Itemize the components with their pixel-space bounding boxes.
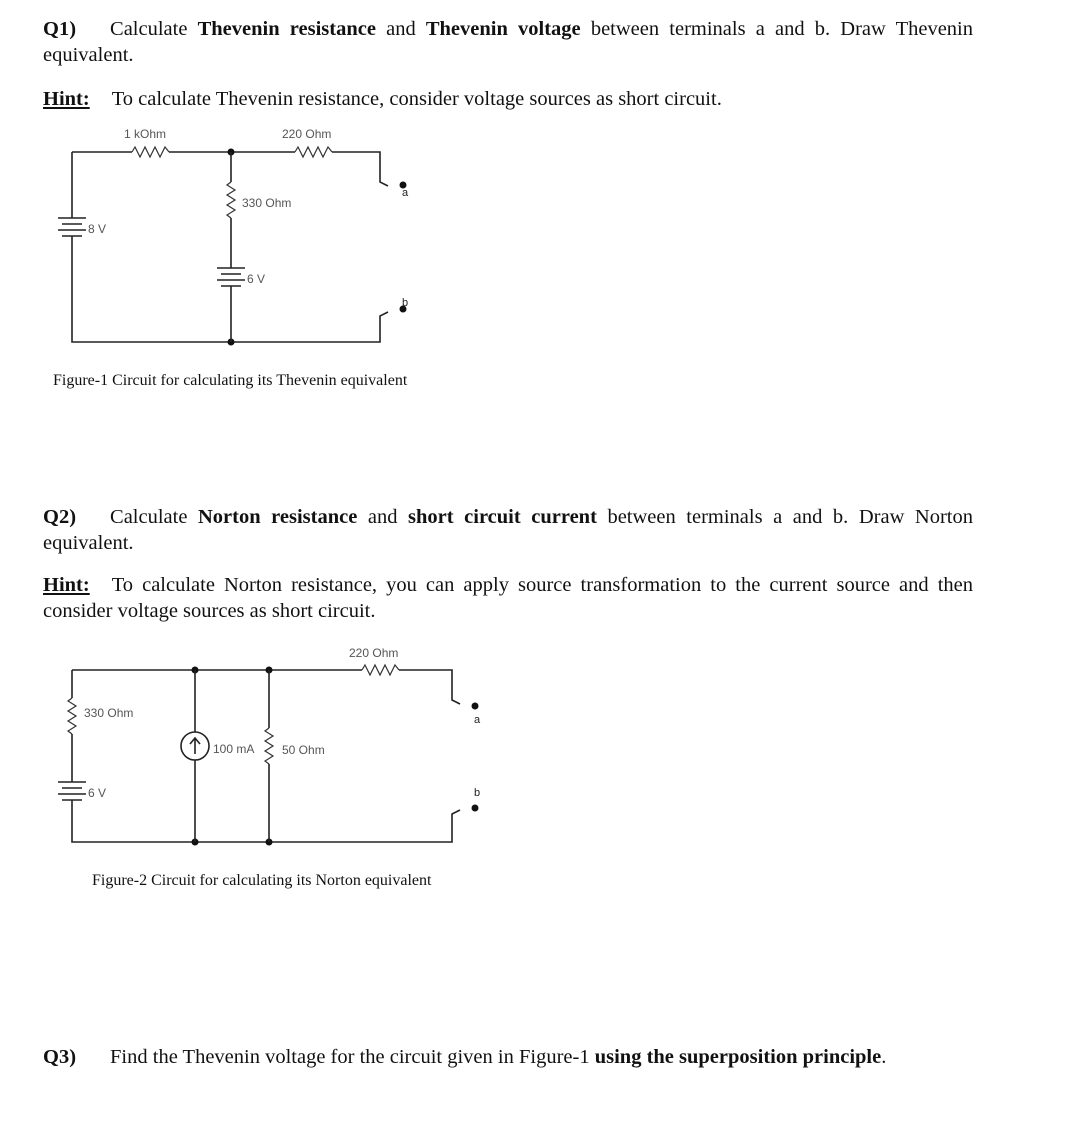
q2-text-1: Calculate bbox=[110, 506, 198, 528]
fig2-caption: Figure-2 Circuit for calculating its Norton equivalent bbox=[92, 872, 432, 889]
fig2-resistor-330 bbox=[68, 698, 76, 734]
q1-text-2: and bbox=[375, 18, 426, 40]
q3-bold-1: using the superposition principle bbox=[594, 1046, 882, 1068]
fig1-label-v2: 6 V bbox=[247, 272, 266, 286]
fig1-wire-bottom bbox=[72, 236, 388, 342]
q2-text-2: and bbox=[357, 506, 409, 528]
q2-hint bbox=[43, 572, 973, 624]
fig2-wire-bottom bbox=[72, 800, 460, 842]
q1-text-1: Calculate bbox=[110, 18, 198, 40]
fig2-label-b: b bbox=[474, 787, 481, 799]
fig2-wire-top-right bbox=[399, 670, 460, 704]
fig1-label-v1: 8 V bbox=[88, 222, 107, 236]
fig2-label-r3: 50 Ohm bbox=[282, 743, 325, 757]
q2-bold-1: Norton resistance bbox=[198, 506, 358, 528]
q2-number: Q2) bbox=[43, 506, 77, 528]
fig1-label-r3: 330 Ohm bbox=[242, 196, 292, 210]
q3-text-2: . bbox=[881, 1046, 887, 1068]
fig2-label-r2: 330 Ohm bbox=[84, 706, 134, 720]
fig1-label-b: b bbox=[402, 297, 409, 309]
fig2-terminal-b-dot bbox=[472, 805, 479, 812]
fig2-resistor-50 bbox=[265, 728, 273, 764]
q2-question bbox=[43, 504, 973, 556]
q2-hint-label: Hint: bbox=[43, 574, 90, 596]
fig2-label-a: a bbox=[474, 714, 481, 726]
q2-hint-text: To calculate Norton resistance, you can apply source transformation to the current source and then consider voltage sources as short circuit. bbox=[43, 574, 973, 622]
q2-bold-2: short circuit current bbox=[408, 506, 597, 528]
fig2-label-i1: 100 mA bbox=[213, 742, 255, 756]
fig1-battery-6v bbox=[217, 268, 245, 286]
fig2-terminal-a-dot bbox=[472, 703, 479, 710]
fig1-label-r2: 220 Ohm bbox=[282, 127, 332, 141]
fig1-label-a: a bbox=[402, 187, 409, 199]
fig2-label-v1: 6 V bbox=[88, 786, 107, 800]
fig1-caption: Figure-1 Circuit for calculating its Thevenin equivalent bbox=[53, 372, 408, 389]
fig1-label-r1: 1 kOhm bbox=[124, 127, 167, 141]
fig2-resistor-220 bbox=[362, 665, 399, 675]
fig1-resistor-330 bbox=[227, 182, 235, 218]
q1-text-3: between terminals a and b. Draw Thevenin equivalent. bbox=[43, 18, 973, 66]
fig2-battery-6v bbox=[58, 782, 86, 800]
fig1-wire-top-right bbox=[332, 152, 388, 186]
q1-bold-1: Thevenin resistance bbox=[197, 18, 376, 40]
q2-text-3: between terminals a and b. Draw Norton equivalent. bbox=[43, 506, 974, 554]
q3-number: Q3) bbox=[43, 1046, 77, 1068]
q1-bold-2: Thevenin voltage bbox=[425, 18, 581, 40]
fig2-label-r1: 220 Ohm bbox=[349, 646, 399, 660]
fig1-battery-8v bbox=[58, 218, 86, 236]
q1-hint-text: To calculate Thevenin resistance, consider voltage sources as short circuit. bbox=[111, 88, 722, 110]
fig1-resistor-1k bbox=[132, 147, 169, 157]
q1-hint-label: Hint: bbox=[43, 88, 90, 110]
q1-number: Q1) bbox=[43, 18, 77, 40]
q3-question bbox=[43, 1044, 973, 1070]
q3-text-1: Find the Thevenin voltage for the circuit given in Figure-1 bbox=[110, 1046, 595, 1068]
fig1-resistor-220 bbox=[295, 147, 332, 157]
